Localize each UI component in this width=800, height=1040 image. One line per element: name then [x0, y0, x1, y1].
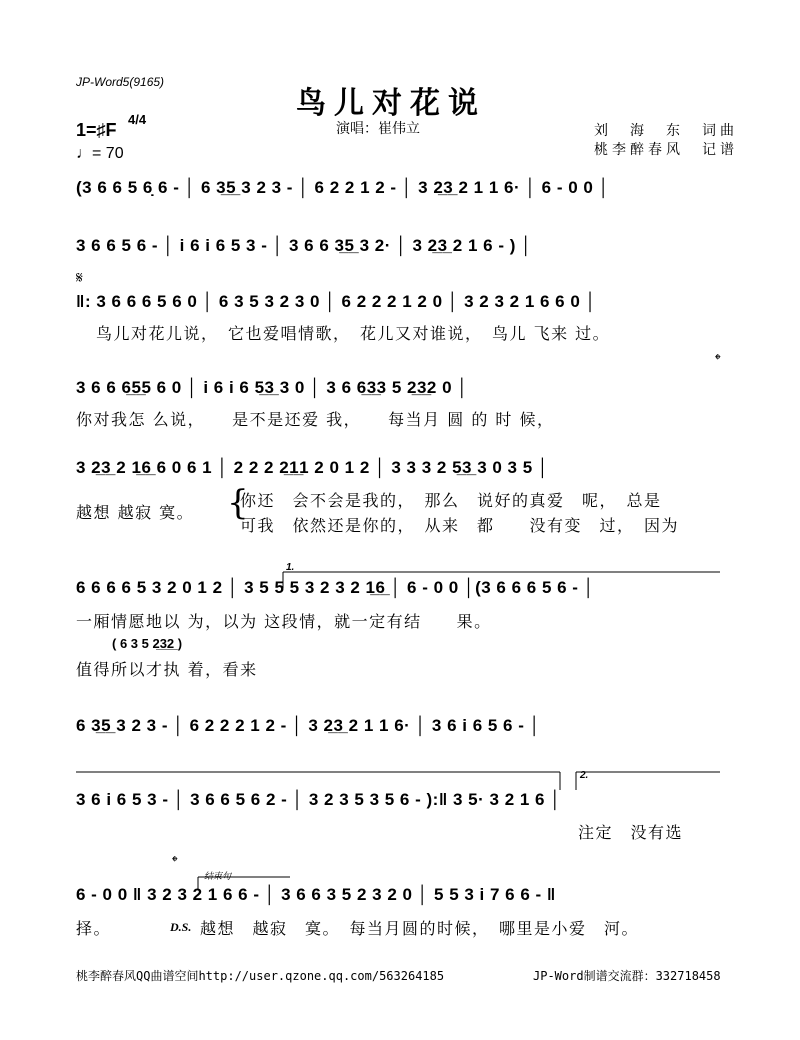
- software-label: JP-Word5(9165): [76, 75, 165, 89]
- time-signature: 4/4: [128, 112, 147, 127]
- system-9-notes: 6 - 0 0 ‖ 3 2 3 2 1 6 6 - │ 3 6 6 3 5 2 3 2 0 │ 5 5 3 i 7 6 6 - ‖: [76, 885, 556, 904]
- system-2-notes: 3 6 6 5 6 - │ i 6 i 6 5 3 - │ 3 6 6 3̲5̲ 3 2· │ 3 2̲3̲ 2 1 6 - ) │: [76, 236, 533, 255]
- second-ending-label: 2.: [580, 770, 589, 781]
- lyricist-composer: 刘 海 东 词曲: [594, 123, 738, 139]
- segno-mark: 𝄋: [76, 268, 83, 287]
- alternate-lyrics: 值得所以才执 着，看来: [76, 660, 258, 679]
- coda-mark-lower: 𝄌: [172, 852, 178, 871]
- system-1-notes: (3 6 6 5 6̣ 6 - │ 6 3̲5̲ 3 2 3 - │ 6 2 2 1 2 - │ 3 2̲3̲ 2 1 1 6· │ 6 - 0 0 │: [76, 178, 610, 197]
- system-4-lyrics: 你对我怎 么说， 是不是还爱 我， 每当月 圆 的 时 候，: [76, 410, 555, 429]
- footer-left: 桃李醉春风QQ曲谱空间http://user.qzone.qq.com/563264185: [76, 969, 445, 983]
- system-5-notes: 3 2̲3̲ 2 1̲6̲ 6 0 6 1 │ 2 2 2 2̲1̲1 2 0 1 2 │ 3 3 3 2 5̲3̲ 3 0 3 5 │: [76, 458, 550, 477]
- page-title: 鸟儿对花说: [296, 86, 486, 121]
- system-6-lyrics: 一厢情愿地以 为，以为 这段情，就一定有结 果。: [76, 612, 492, 631]
- tempo: ♩= 70: [76, 145, 124, 162]
- system-5-lyrics: 越想 越寂 寞。: [76, 503, 195, 522]
- final-ending-label: 结束句: [204, 871, 232, 881]
- verse-brace: {: [227, 483, 249, 523]
- verse-line-2: 可我 依然还是你的， 从来 都 没有变 过， 因为: [240, 516, 680, 535]
- first-ending-label: 1.: [286, 562, 295, 573]
- key-signature: 1=♯F: [76, 120, 117, 140]
- coda-mark-upper: 𝄌: [715, 350, 721, 369]
- transcriber: 桃李醉春风 记谱: [594, 142, 738, 158]
- footer-right: JP-Word制谱交流群：332718458: [533, 969, 721, 983]
- system-3-lyrics: 鸟儿对花儿说， 它也爱唱情歌， 花儿又对谁说， 鸟儿 飞来 过。: [96, 324, 611, 343]
- system-7-notes: 6 3̲5̲ 3 2 3 - │ 6 2 2 2 1 2 - │ 3 2̲3̲ 2 1 1 6· │ 3 6 i 6 5 6 - │: [76, 716, 541, 735]
- system-8-notes: 3 6 i 6 5 3 - │ 3 6 6 5 6 2 - │ 3 2 3 5 3 5 6 - ):‖ 3 5· 3 2 1 6 │: [76, 790, 562, 809]
- last-lyrics: 越想 越寂 寞。 每当月圆的时候， 哪里是小爱 河。: [200, 919, 640, 938]
- system-4-notes: 3 6 6 6̲5̲5 6 0 │ i 6 i 6 5̲3̲ 3 0 │ 3 6 6̲3̲3 5 2̲3̲2 0 │: [76, 378, 469, 397]
- system-3-notes: ‖: 3 6 6 6 5 6 0 │ 6 3 5 3 2 3 0 │ 6 2 2 2 1 2 0 │ 3 2 3 2 1 6 6 0 │: [76, 292, 597, 311]
- second-ending-lyrics: 注定 没有选: [578, 823, 684, 842]
- dal-segno-mark: D.S.: [170, 920, 192, 934]
- alternate-notes: ( 6 3 5 2̲3̲2̲ ): [112, 636, 183, 651]
- system-6-notes: 6 6 6 6 5 3 2 0 1 2 │ 3 5 5 5 3 2 3 2 1̲6̲ │ 6 - 0 0 │(3 6 6 6 5 6 - │: [76, 578, 595, 597]
- system-9-lyrics: 择。: [76, 919, 112, 938]
- verse-line-1: 你还 会不会是我的， 那么 说好的真爱 呢， 总是: [240, 491, 662, 510]
- singer: 演唱：崔伟立: [336, 121, 420, 137]
